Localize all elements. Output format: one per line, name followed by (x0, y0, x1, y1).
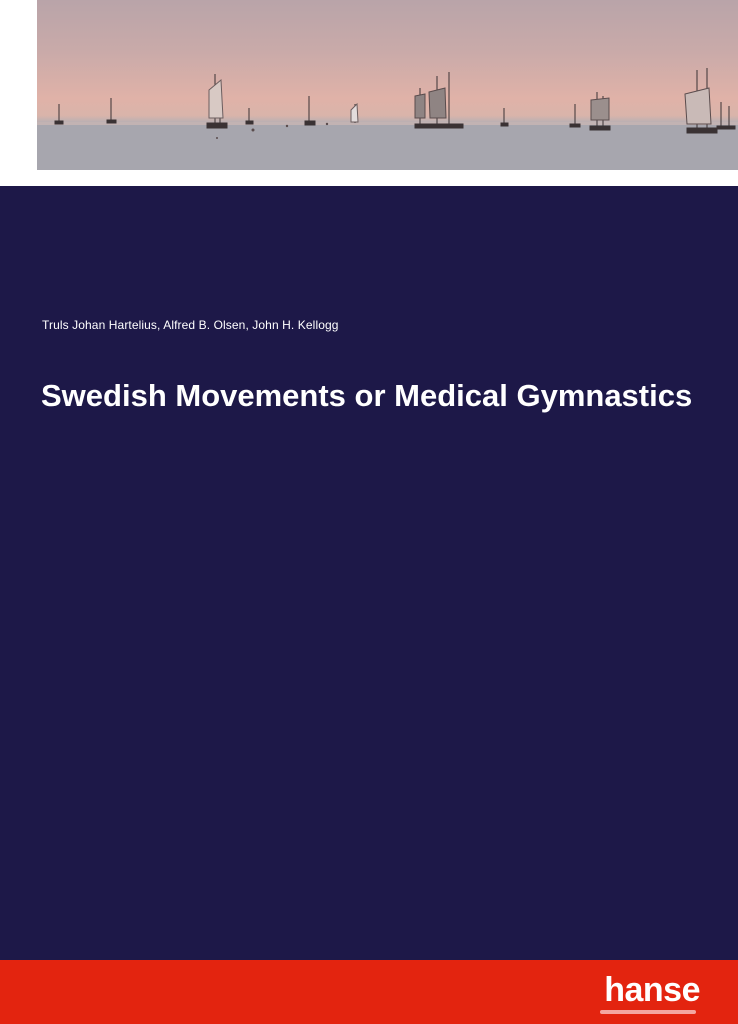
book-authors: Truls Johan Hartelius, Alfred B. Olsen, John H. Kellogg (42, 318, 339, 332)
publisher-logo: hanse (604, 971, 700, 1009)
book-title: Swedish Movements or Medical Gymnastics (41, 378, 693, 413)
top-white-band (0, 0, 738, 186)
logo-underline-swoosh (600, 1010, 696, 1014)
publisher-footer-band (0, 960, 738, 1024)
sailing-ships-illustration (37, 0, 738, 170)
book-cover-panel (0, 186, 738, 960)
cover-photo-tall-ships (37, 0, 738, 170)
